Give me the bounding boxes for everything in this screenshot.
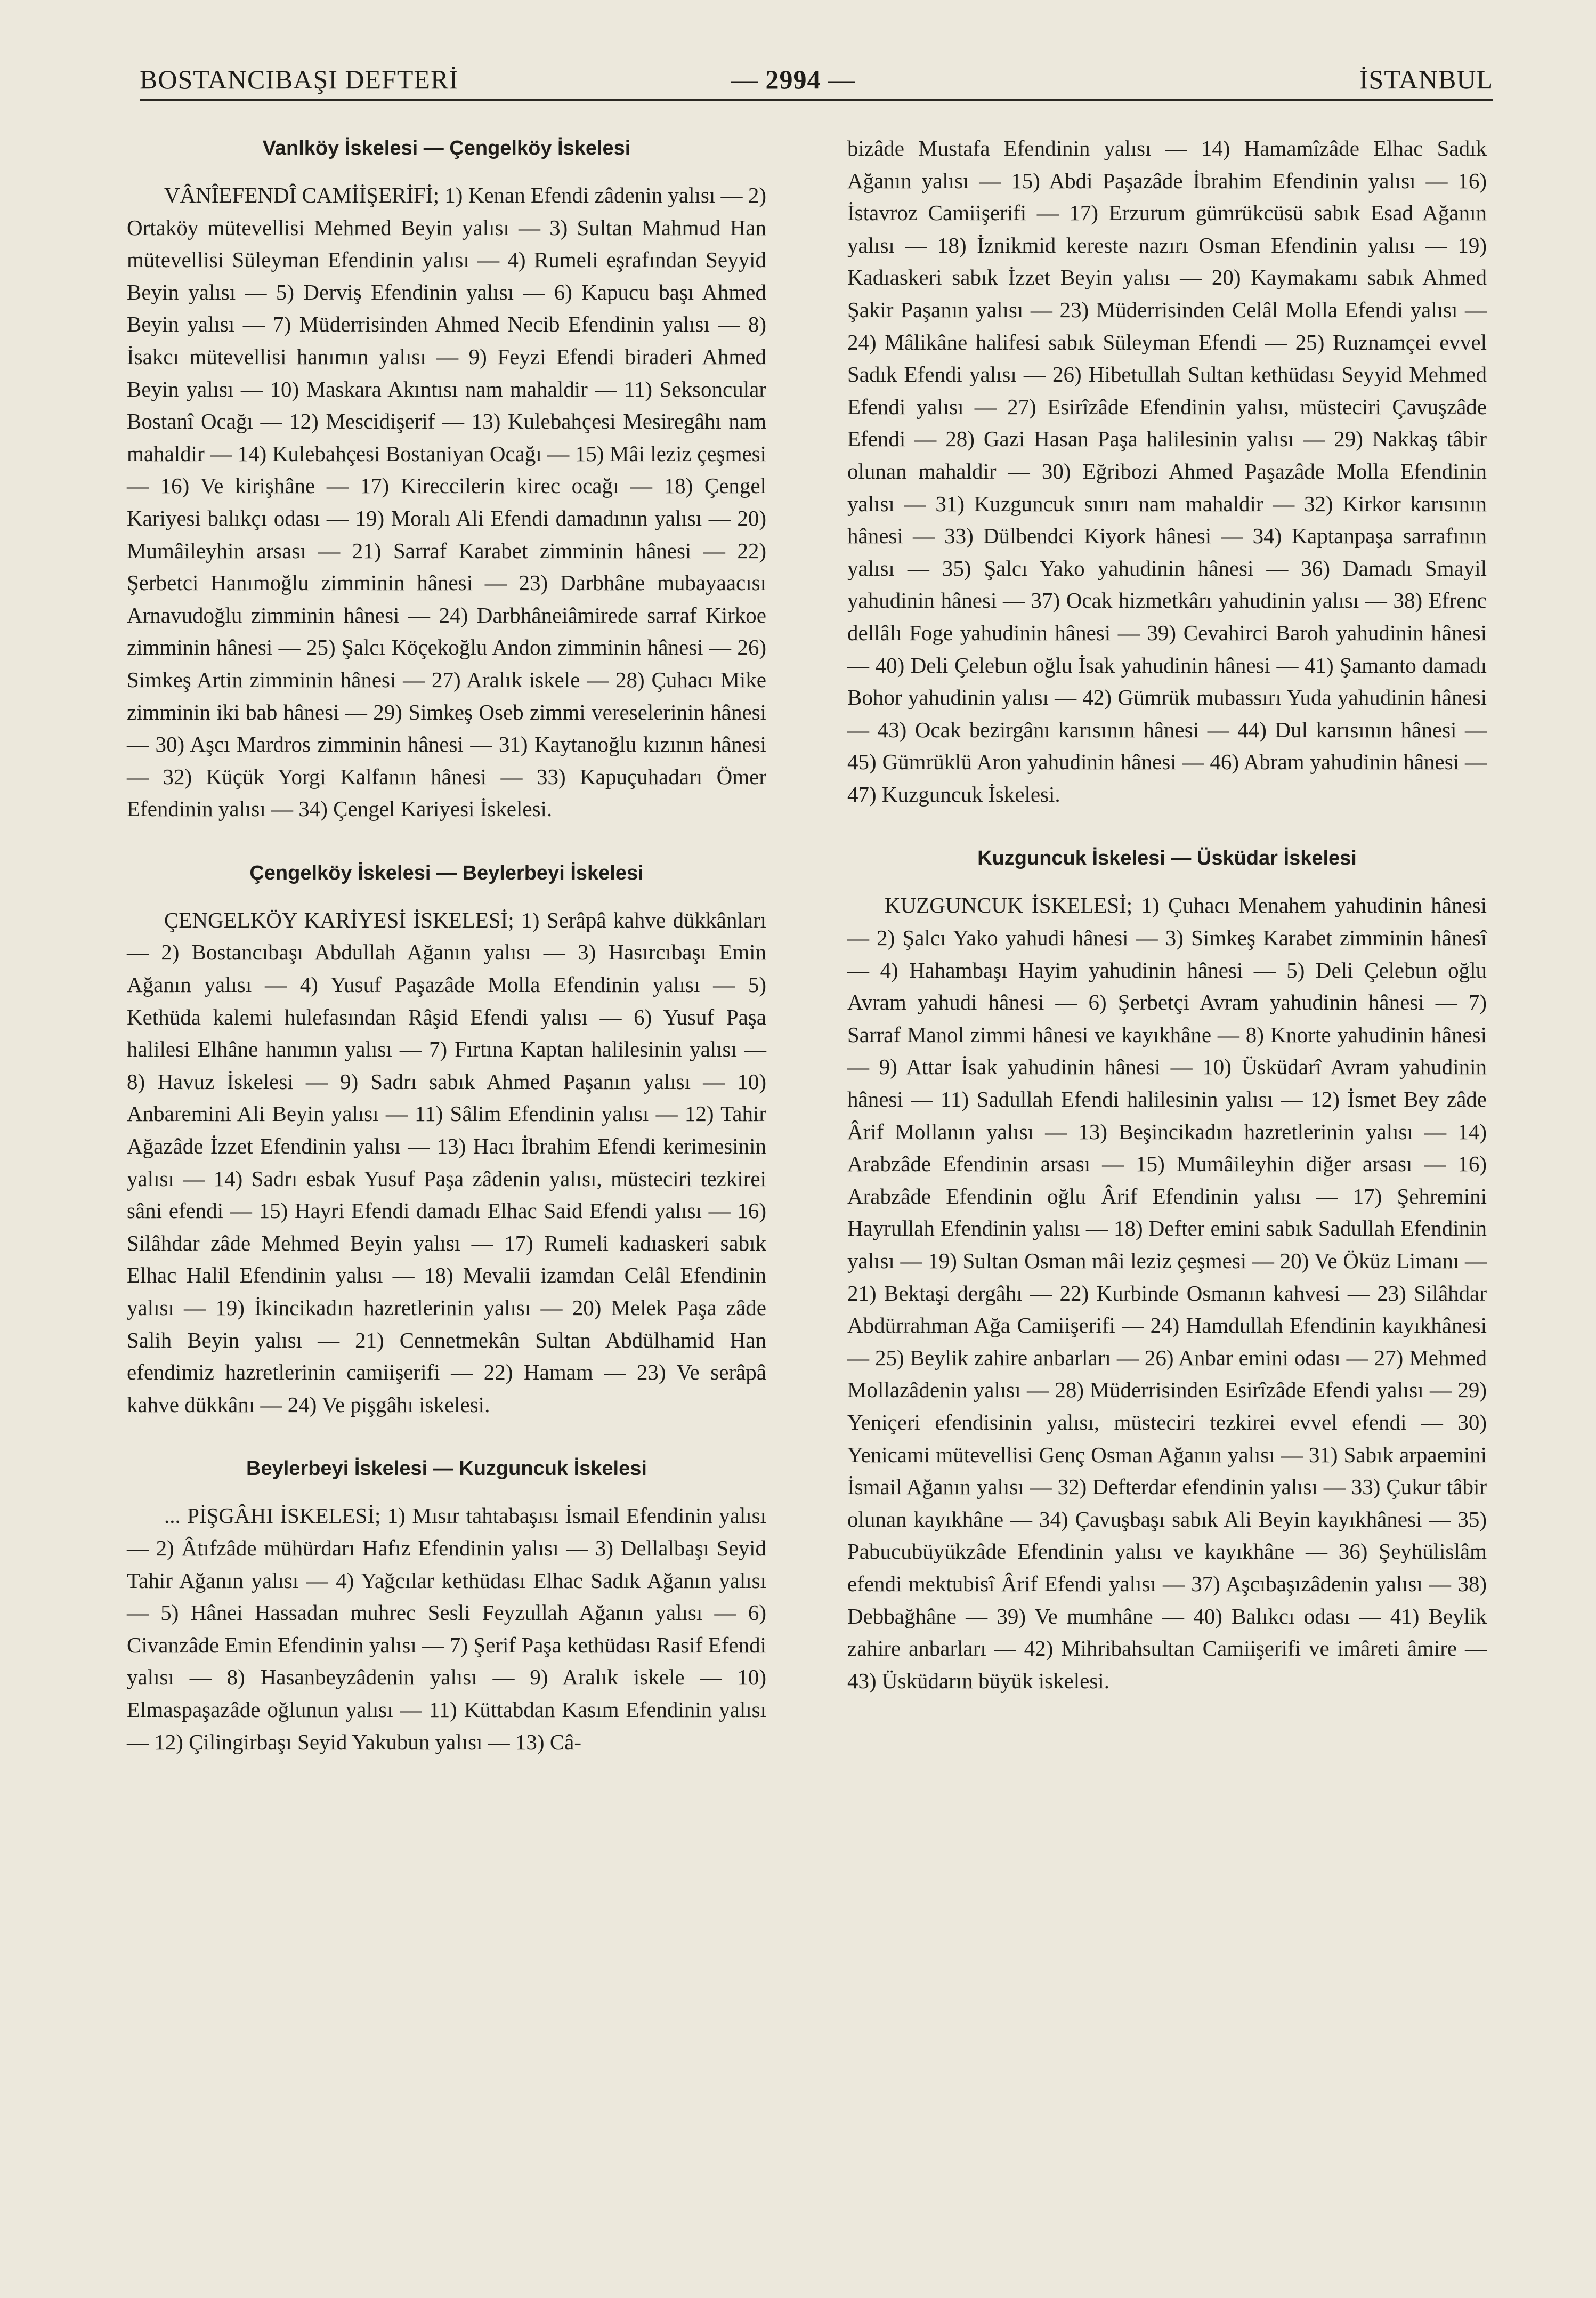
continued-text: bizâde Mustafa Efendinin yalısı — 14) Hamamîzâde Elhac Sadık Ağanın yalısı — 15) Abdi Paşazâde İbrahim Efendinin yalısı — 16) İstavroz Camiişerifi — 17) Erzurum gümrükcüsü sabık Esad Ağanın yalısı — 18) İznikmid kereste nazırı Osman Efendinin yalısı — 19) Kadıaskeri sabık İzzet Beyin yalısı — 20) Kaymakamı sabık Ahmed Şakir Paşanın yalısı — 23) Müderrisinden Celâl Molla Efendi yalısı — 24) Mâlikâne halifesi sabık Süleyman Efendi — 25) Ruznamçei evvel Sadık Efendi yalısı — 26) Hibetullah Sultan kethüdası Seyyid Mehmed Efendi yalısı — 27) Esirîzâde Efendinin yalısı, müsteciri Çavuşzâde Efendi — 28) Gazi Hasan Paşa halilesinin yalısı — 29) Nakkaş tâbir olunan mahaldir — 30) Eğribozi Ahmed Paşazâde Molla Efendinin yalısı — 31) Kuzguncuk sınırı nam mahaldir — 32) Kirkor karısının hânesi — 33) Dülbendci Kiyork hânesi — 34) Kaptanpaşa sarrafının yalısı — 35) Şalcı Yako yahudinin hânesi — 36) Damadı Smayil yahudinin hânesi — 37) Ocak hizmetkârı yahudinin yalısı — 38) Efrenc dellâlı Foge yahudinin hânesi — 39) Cevahirci Baroh yahudinin hânesi — 40) Deli Çelebun oğlu İsak yahudinin hânesi — 41) Şamanto damadı Bohor yahudinin yalısı — 42) Gümrük mubassırı Yuda yahudinin hânesi — 43) Ocak bezirgânı karısının hânesi — 44) Dul karısının hânesi — 45) Gümrüklü Aron yahudinin hânesi — 46) Abram yahudinin hânesi — 47) Kuzguncuk İskelesi.: [847, 136, 1487, 807]
section-text: ... PİŞGÂHI İSKELESİ; 1) Mısır tahtabaşısı İsmail Efendinin yalısı — 2) Âtıfzâde mühürdarı Hafız Efendinin yalısı — 3) Dellalbaşı Seyid Tahir Ağanın yalısı — 4) Yağcılar kethüdası Elhac Sadık Ağanın yalısı — 5) Hânei Hassadan muhrec Sesli Feyzullah Ağanın yalısı — 6) Civanzâde Emin Efendinin yalısı — 7) Şerif Paşa kethüdası Rasif Efendi yalısı — 8) Hasanbeyzâdenin yalısı — 9) Aralık iskele — 10) Elmaspaşazâde oğlunun yalısı — 11) Küttabdan Kasım Efendinin yalısı — 12) Çilingirbaşı Seyid Yakubun yalısı — 13) Câ-: [127, 1503, 766, 1754]
section-text: KUZGUNCUK İSKELESİ; 1) Çuhacı Menahem yahudinin hânesi — 2) Şalcı Yako yahudi hânesi — 3) Simkeş Karabet zimminin hânesî — 4) Hahambaşı Hayim yahudinin hânesi — 5) Deli Çelebun oğlu Avram yahudi hânesi — 6) Şerbetçi Avram yahudinin hânesi — 7) Sarraf Manol zimmi hânesi ve kayıkhâne — 8) Knorte yahudinin hânesi — 9) Attar İsak yahudinin hânesi — 10) Üsküdarî Avram yahudinin hânesi — 11) Sadullah Efendi halilesinin yalısı — 12) İsmet Bey zâde Ârif Mollanın yalısı — 13) Beşincikadın hazretlerinin yalısı — 14) Arabzâde Efendinin arsası — 15) Mumâileyhin diğer arsası — 16) Arabzâde Efendinin oğlu Ârif Efendinin yalısı — 17) Şehremini Hayrullah Efendinin yalısı — 18) Defter emini sabık Sadullah Efendinin yalısı — 19) Sultan Osman mâi leziz çeşmesi — 20) Ve Öküz Limanı — 21) Bektaşi dergâhı — 22) Kurbinde Osmanın kahvesi — 23) Silâhdar Abdürrahman Ağa Camiişerifi — 24) Hamdullah Efendinin kayıkhânesi — 25) Beylik zahire anbarları — 26) Anbar emini odası — 27) Mehmed Mollazâdenin yalısı — 28) Müderrisinden Esirîzâde Efendi yalısı — 29) Yeniçeri efendisinin yalısı, müsteciri tezkirei evvel efendi — 30) Yenicami mütevellisi Genç Osman Ağanın yalısı — 31) Sabık arpaemini İsmail Ağanın yalısı — 32) Defterdar efendinin yalısı — 33) Çukur tâbir olunan kayıkhâne — 34) Çavuşbaşı sabık Ali Beyin kayıkhânesi — 35) Pabucubüyükzâde Efendinin yalısı ve kayıkhâne — 36) Şeyhülislâm efendi mektubisî Ârif Efendi yalısı — 37) Aşcıbaşızâdenin yalısı — 38) Debbağhâne — 39) Ve mumhâne — 40) Balıkcı odası — 41) Beylik zahire anbarları — 42) Mihribahsultan Camiişerifi ve imâreti âmire — 43) Üsküdarın büyük iskelesi.: [847, 893, 1487, 1693]
section-heading: Vanlköy İskelesi — Çengelköy İskelesi: [262, 137, 631, 159]
section-text: VÂNÎEFENDÎ CAMİİŞERİFİ; 1) Kenan Efendi zâdenin yalısı — 2) Ortaköy mütevellisi Mehmed Beyin yalısı — 3) Sultan Mahmud Han mütevellisi Süleyman Efendinin yalısı — 4) Rumeli eşrafından Seyyid Beyin yalısı — 5) Derviş Efendinin yalısı — 6) Kapucu başı Ahmed Beyin yalısı — 7) Müderrisinden Ahmed Necib Efendinin yalısı — 8) İsakcı mütevellisi hanımın yalısı — 9) Feyzi Efendi biraderi Ahmed Beyin yalısı — 10) Maskara Akıntısı nam mahaldir — 11) Seksoncular Bostanî Ocağı — 12) Mescidişerif — 13) Kulebahçesi Mesiregâhı nam mahaldir — 14) Kulebahçesi Bostaniyan Ocağı — 15) Mâi leziz çeşmesi — 16) Ve kirişhâne — 17) Kireccilerin kirec ocağı — 18) Çengel Kariyesi balıkçı odası — 19) Moralı Ali Efendi damadının yalısı — 20) Mumâileyhin arsası — 21) Sarraf Karabet zimminin hânesi — 22) Şerbetci Hanımoğlu zimminin hânesi — 23) Darbhâne mubayaacısı Arnavudoğlu zimminin hânesi — 24) Darbhâneiâmirede sarraf Kirkoe zimminin hânesi — 25) Şalcı Köçekoğlu Andon zimminin hânesi — 26) Simkeş Artin zimminin hânesi — 27) Aralık iskele — 28) Çuhacı Mike zimminin iki bab hânesi — 29) Simkeş Oseb zimmi vereselerinin hânesi — 30) Aşcı Mardros zimminin hânesi — 31) Kaytanoğlu kızının hânesi — 32) Küçük Yorgi Kalfanın hânesi — 33) Kapuçuhadarı Ömer Efendinin yalısı — 34) Çengel Kariyesi İskelesi.: [127, 183, 766, 821]
section-text: ÇENGELKÖY KARİYESİ İSKELESİ; 1) Serâpâ kahve dükkânları — 2) Bostancıbaşı Abdullah Ağanın yalısı — 3) Hasırcıbaşı Emin Ağanın yalısı — 4) Yusuf Paşazâde Molla Efendinin yalısı — 5) Kethüda kalemi hulefasından Râşid Efendi yalısı — 6) Yusuf Paşa halilesi Elhâne hanımın yalısı — 7) Fırtına Kaptan halilesinin yalısı — 8) Havuz İskelesi — 9) Sadrı sabık Ahmed Paşanın yalısı — 10) Anbaremini Ali Beyin yalısı — 11) Sâlim Efendinin yalısı — 12) Tahir Ağazâde İzzet Efendinin yalısı — 13) Hacı İbrahim Efendi kerimesinin yalısı — 14) Sadrı esbak Yusuf Paşa zâdenin yalısı, müsteciri tezkirei sâni efendi — 15) Hayri Efendi damadı Elhac Said Efendi yalısı — 16) Silâhdar zâde Mehmed Beyin yalısı — 17) Rumeli kadıaskeri sabık Elhac Halil Efendinin yalısı — 18) Mevalii izamdan Celâl Efendinin yalısı — 19) İkincikadın hazretlerinin yalısı — 20) Melek Paşa zâde Salih Beyin yalısı — 21) Cennetmekân Sultan Abdülhamid Han efendimiz hazretlerinin camiişerifi — 22) Hamam — 23) Ve serâpâ kahve dükkânı — 24) Ve pişgâhı iskelesi.: [127, 907, 766, 1417]
section-heading: Kuzguncuk İskelesi — Üsküdar İskelesi: [977, 847, 1357, 870]
page-number: — 2994 —: [731, 64, 855, 94]
section-heading: Beylerbeyi İskelesi — Kuzguncuk İskelesi: [246, 1457, 647, 1480]
header-rule: [140, 99, 1493, 101]
running-title: BOSTANCIBAŞI DEFTERİ: [140, 64, 458, 94]
right-column: [847, 132, 1487, 1697]
running-location: İSTANBUL: [1359, 64, 1493, 94]
section-heading: Çengelköy İskelesi — Beylerbeyi İskelesi: [249, 861, 644, 884]
left-column: [127, 132, 766, 1758]
page-header: [140, 59, 1493, 101]
